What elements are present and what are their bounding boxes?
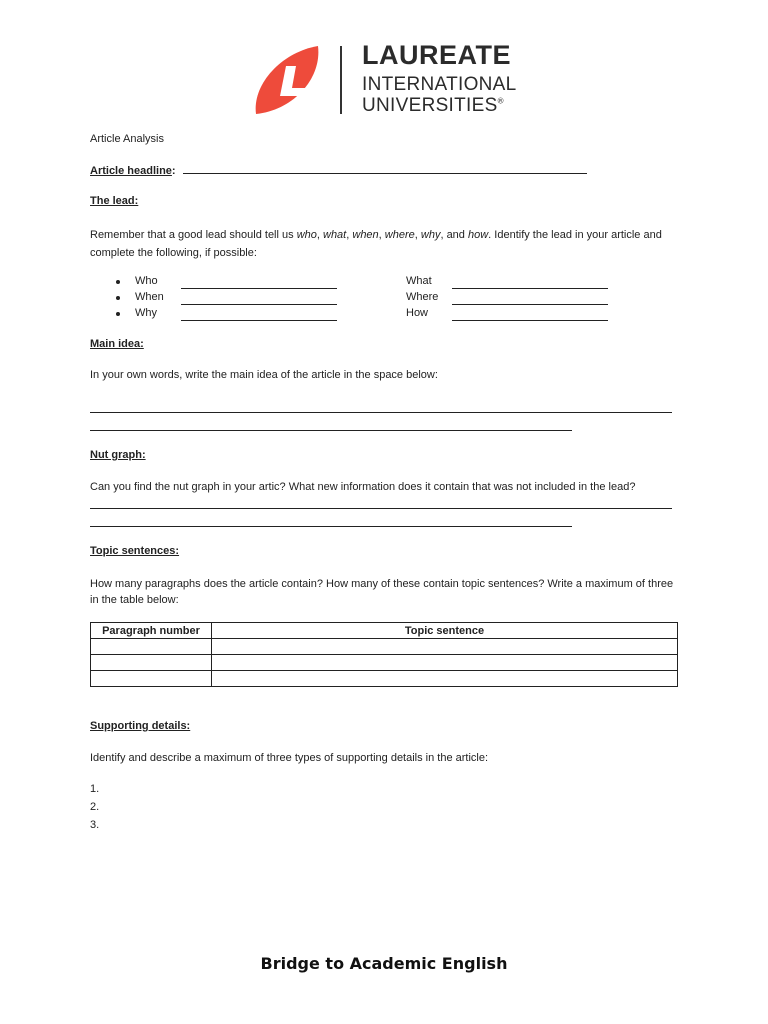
list-item: 3. (90, 819, 100, 831)
lead-instructions: Remember that a good lead should tell us who, what, when, where, why, and how. Identify the lead in your article and complete the following, if possible: (90, 229, 662, 259)
nut-graph-answer-line-1[interactable] (90, 498, 672, 509)
what-answer-line[interactable] (452, 278, 608, 289)
nut-graph-answer-line-2[interactable] (90, 516, 572, 527)
laureate-leaf-icon (252, 44, 332, 118)
topic-sentences-prompt: How many paragraphs does the article contain? How many of these contain topic sentences? Write a maximum of three in the table below: (90, 578, 674, 606)
headline-row: Article headline: (90, 163, 587, 177)
main-idea-answer-line-1[interactable] (90, 402, 672, 413)
table-row (91, 639, 678, 655)
lead-item-when: When (135, 291, 164, 303)
column-header-paragraph-number: Paragraph number (91, 623, 212, 639)
doc-title: Article Analysis (90, 133, 164, 145)
brand-name-laureate: LAUREATE (362, 40, 511, 70)
headline-answer-line[interactable] (183, 163, 587, 174)
how-answer-line[interactable] (452, 310, 608, 321)
brand-name-universities: UNIVERSITIES® (362, 95, 504, 116)
lead-item-who: Who (135, 275, 158, 287)
table-cell[interactable] (91, 655, 212, 671)
table-cell[interactable] (91, 639, 212, 655)
lead-item-how: How (406, 307, 429, 319)
bullet-icon (116, 296, 120, 300)
bullet-icon (116, 312, 120, 316)
logo-divider (340, 46, 342, 114)
page-footer: Bridge to Academic English (260, 954, 508, 973)
table-cell[interactable] (91, 671, 212, 687)
list-item: 1. (90, 783, 100, 795)
lead-item-where: Where (406, 291, 439, 303)
where-answer-line[interactable] (452, 294, 608, 305)
table-header-row (91, 623, 678, 639)
supporting-details-heading: Supporting details: (90, 720, 191, 732)
who-answer-line[interactable] (181, 278, 337, 289)
table-row (91, 671, 678, 687)
table-cell[interactable] (212, 655, 678, 671)
nut-graph-prompt: Can you find the nut graph in your artic? What new information does it contain that was not included in the lead? (90, 481, 636, 493)
supporting-details-prompt: Identify and describe a maximum of three types of supporting details in the article: (90, 752, 489, 764)
brand-name-international: INTERNATIONAL (362, 74, 517, 95)
headline-label: Article headline (90, 165, 172, 177)
lead-item-why: Why (135, 307, 157, 319)
table-cell[interactable] (212, 671, 678, 687)
why-answer-line[interactable] (181, 310, 337, 321)
column-header-topic-sentence: Topic sentence (212, 623, 678, 639)
lead-heading: The lead: (90, 195, 139, 207)
lead-item-what: What (406, 275, 432, 287)
table-cell[interactable] (212, 639, 678, 655)
main-idea-prompt: In your own words, write the main idea of the article in the space below: (90, 369, 438, 381)
bullet-icon (116, 280, 120, 284)
topic-sentences-heading: Topic sentences: (90, 545, 180, 557)
main-idea-heading: Main idea: (90, 338, 144, 350)
nut-graph-heading: Nut graph: (90, 449, 146, 461)
main-idea-answer-line-2[interactable] (90, 420, 572, 431)
topic-sentence-table (90, 622, 678, 687)
list-item: 2. (90, 801, 100, 813)
table-row (91, 655, 678, 671)
when-answer-line[interactable] (181, 294, 337, 305)
